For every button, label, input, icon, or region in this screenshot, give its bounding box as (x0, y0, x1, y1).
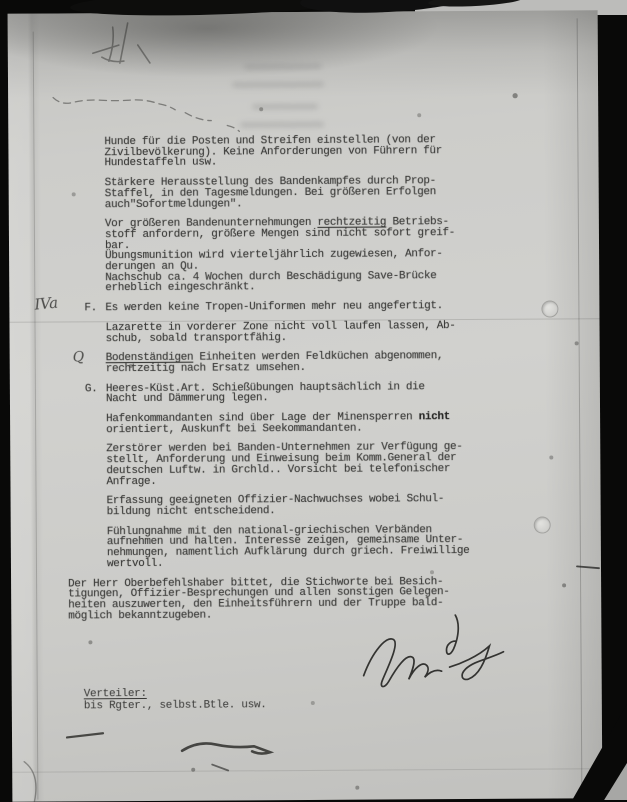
bleed-through-mark (252, 104, 318, 109)
paragraph-line: stoff anfordern, größere Mengen sind nicht sofort greif- (104, 227, 456, 242)
paragraph-line: Übungsmunition wird vierteljährlich zugewiesen, Anfor- (105, 248, 443, 263)
paragraph-p2 (105, 176, 549, 211)
margin-note-iva: IVa (33, 293, 59, 314)
item-marker: G. (84, 382, 98, 396)
margin-note-q: Q (72, 349, 85, 366)
paragraph-line: Stärkere Herausstellung des Bandenkampfes durch Prop- (104, 175, 436, 190)
paragraph-line: aufnehmen und halten. Interesse zeigen, gemeinsame Unter- (106, 534, 464, 549)
signature-flourish (449, 646, 503, 680)
paragraph-p9 (106, 442, 550, 488)
paragraph-line: Hafenkommandanten sind über Lage der Minensperren nicht (106, 411, 450, 426)
paragraph-line: Zivilbevölkerung). Keine Anforderungen von Führern für (104, 144, 443, 159)
pencil-marks-top-left (93, 23, 150, 63)
pencil-wavy-line (53, 96, 239, 132)
corner-curl-line (24, 762, 36, 802)
paragraph-p11 (107, 524, 551, 570)
smudge-dash (67, 733, 103, 737)
underlined-word: Bodenständigen (105, 351, 194, 365)
bleed-through-mark (240, 122, 324, 128)
paragraph-line: Anfrage. (106, 475, 157, 488)
paragraph-p4 (33, 293, 549, 315)
paragraph-line: bildung nicht entscheidend. (106, 505, 276, 519)
distribution-line: bis Rgter., selbst.Btle. usw. (83, 698, 267, 712)
paragraph-line: orientiert, Auskunft bei Seekommandanten. (106, 422, 363, 436)
paragraph-p7 (84, 380, 550, 406)
paragraph-line: tigungen, Offizier-Besprechungen und allen sonstigen Gelegen- (68, 586, 450, 601)
paragraph-line: Erfassung geeigneten Offizier-Nachwuchses wobei Schul- (106, 493, 445, 508)
paragraph-p8 (106, 412, 550, 436)
signature-main (363, 639, 441, 687)
paragraph-line: nehmungen, namentlich Aufklärung durch griech. Freiwillige (106, 545, 470, 560)
paragraph-line: F. Es werden keine Tropen-Uniformen mehr neu angefertigt. (84, 300, 443, 315)
paragraph-line: Hundestaffeln usw. (104, 156, 218, 170)
paragraph-p3 (105, 217, 549, 295)
paragraph-line: heiten auszuwerten, den Einheitsführern und der Truppe bald- (68, 597, 444, 612)
paragraph-line: Fühlungnahme mit den national-griechischen Verbänden (106, 523, 432, 538)
paragraph-line: Zerstörer werden bei Banden-Unternehmen zur Verfügung ge- (106, 441, 463, 456)
paragraph-line: deutschen Luftw. in Grchld.. Vorsicht bei telefonischer (106, 462, 451, 478)
paragraph-line: Hunde für die Posten und Streifen einstellen (von der (104, 134, 436, 149)
paragraph-line: erheblich eingeschränkt. (105, 281, 256, 295)
paragraph-line: möglich bekanntzugeben. (68, 609, 213, 623)
paragraph-line: Lazarette in vorderer Zone nicht voll laufen lassen, Ab- (105, 319, 456, 335)
paragraph-line: auch"Sofortmeldungen". (104, 197, 243, 211)
document-text (33, 134, 551, 631)
paragraph-line: Staffel, in den Tagesmeldungen. Bei größeren Erfolgen (104, 186, 437, 201)
paragraph-line: rechtzeitig nach Ersatz umsehen. (105, 361, 306, 376)
paragraph-line: stellt, Anforderung und Einweisung beim Komm.General der (106, 452, 457, 467)
underlined-word: rechtzeitig (317, 216, 387, 230)
paragraph-p1 (104, 135, 548, 170)
fold-crease-vertical-right (577, 18, 583, 798)
bleed-through-mark (232, 82, 324, 88)
paragraph-line: Der Herr Oberbefehlshaber bittet, die Stichworte bei Besich- (68, 575, 444, 590)
item-marker: F. (84, 302, 97, 315)
paragraph-line: bar. (104, 239, 131, 252)
paragraph-line: derungen an Qu. (105, 260, 199, 274)
smudge-scrawl (182, 743, 270, 754)
paragraph-p6 (72, 349, 550, 376)
paper-specks (8, 14, 10, 16)
paragraph-line: Vor größeren Bandenunternehmungen rechtzeitig Betriebs- (104, 216, 449, 231)
paragraph-line: wertvoll. (106, 557, 164, 571)
paragraph-p10 (107, 494, 551, 518)
paragraph-p12 (68, 576, 551, 622)
distribution-heading: Verteiler: (83, 687, 147, 701)
fold-crease-horizontal-lower (12, 768, 602, 773)
paragraph-line: Bodenständigen Einheiten werden Feldküchen abgenommen, (105, 350, 444, 365)
scanned-page (8, 10, 603, 802)
fold-crease-vertical-left (33, 32, 39, 800)
bleed-through-mark (244, 64, 322, 69)
paragraph-line: Nachschub ca. 4 Wochen durch Beschädigung Save-Brücke (105, 269, 437, 284)
distribution-block (84, 688, 267, 712)
paragraph-line: Nacht und Dämmerung legen. (105, 392, 269, 406)
emphasized-word: nicht (418, 411, 450, 424)
paragraph-p5 (105, 320, 549, 344)
paragraph-line: G. Heeres-Küst.Art. Schießübungen hauptsächlich in die (84, 380, 425, 396)
paragraph-line: schub, sobald transportfähig. (105, 331, 287, 345)
